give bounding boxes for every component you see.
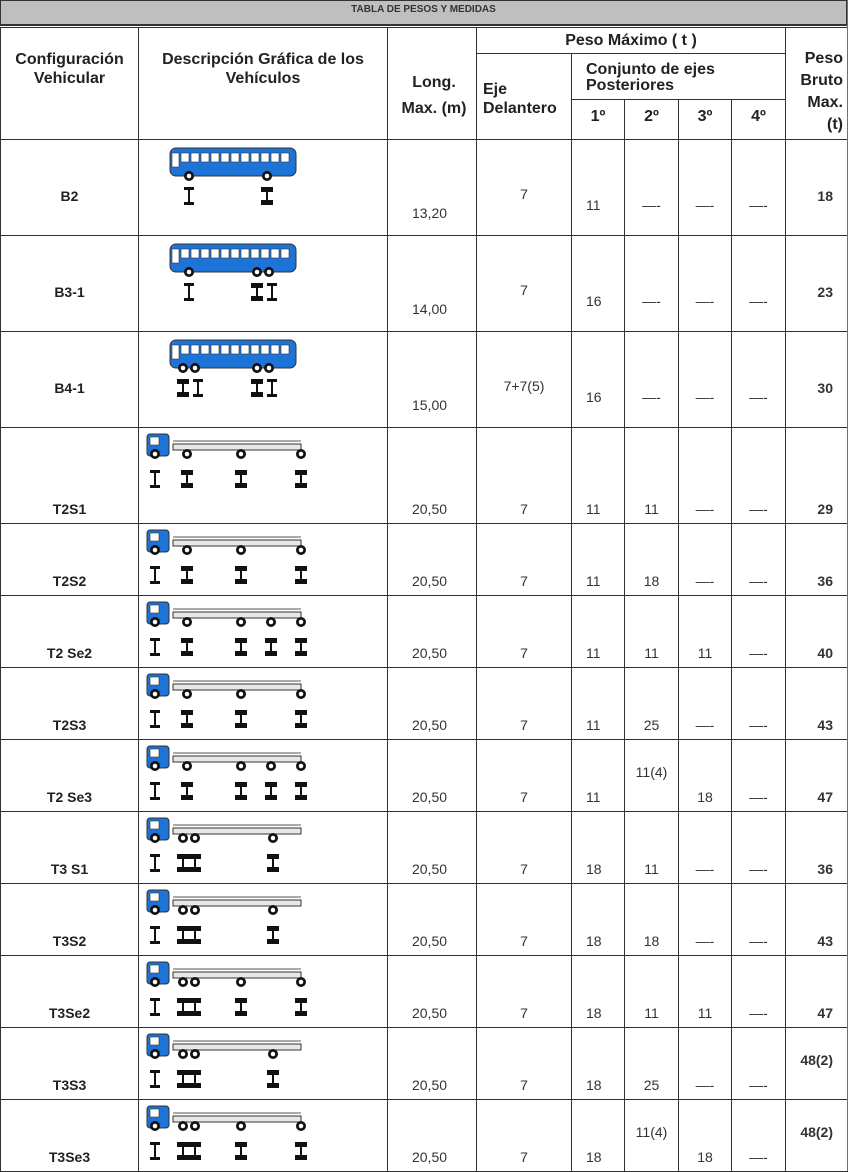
weights-table	[0, 27, 848, 1172]
gross-weight-cell	[786, 596, 848, 668]
long-value: 20,50	[412, 501, 448, 517]
graphic-cell	[139, 812, 388, 884]
axle4-value: —-	[749, 1077, 768, 1093]
table-row	[1, 140, 848, 236]
config-label: T3S3	[52, 1077, 87, 1093]
tractor-trailer-icon	[143, 816, 313, 878]
front-axle-cell	[477, 332, 572, 428]
axle3-cell	[679, 140, 732, 236]
gross-weight-value: 36	[817, 861, 833, 877]
long-cell	[388, 740, 477, 812]
axle3-cell	[679, 524, 732, 596]
axle4-value: —-	[749, 501, 768, 517]
long-value: 20,50	[412, 861, 448, 877]
front-axle-cell	[477, 884, 572, 956]
long-cell	[388, 1028, 477, 1100]
config-cell	[1, 332, 139, 428]
front-axle-value: 7	[520, 645, 528, 661]
axle2-value: —-	[642, 197, 661, 213]
axle3-cell	[679, 956, 732, 1028]
axle4-cell	[732, 140, 786, 236]
long-cell	[388, 812, 477, 884]
config-cell	[1, 668, 139, 740]
tractor-trailer-icon	[143, 1032, 313, 1094]
axle2-value: —-	[642, 389, 661, 405]
long-value: 14,00	[412, 301, 448, 317]
long-value: 20,50	[412, 717, 448, 733]
gross-weight-cell	[786, 812, 848, 884]
axle4-value: —-	[749, 717, 768, 733]
axle1-cell	[572, 1028, 625, 1100]
axle2-cell	[625, 956, 679, 1028]
gross-weight-value: 47	[817, 789, 833, 805]
axle4-cell	[732, 740, 786, 812]
axle1-cell	[572, 524, 625, 596]
axle2-value: 11	[644, 861, 659, 877]
front-axle-cell	[477, 1100, 572, 1172]
header-eje-1: 1º	[572, 100, 625, 140]
config-cell	[1, 812, 139, 884]
graphic-cell	[139, 884, 388, 956]
table-row	[1, 956, 848, 1028]
long-cell	[388, 884, 477, 956]
table-row	[1, 884, 848, 956]
long-cell	[388, 956, 477, 1028]
tractor-trailer-icon	[143, 432, 313, 494]
header-long: Long. Max. (m)	[388, 28, 477, 140]
axle2-cell	[625, 596, 679, 668]
gross-weight-cell	[786, 428, 848, 524]
axle2-value: 25	[643, 1077, 660, 1093]
config-label: T2S2	[52, 573, 87, 589]
config-cell	[1, 1100, 139, 1172]
axle2-value: —-	[642, 293, 661, 309]
front-axle-cell	[477, 428, 572, 524]
long-value: 20,50	[412, 1149, 448, 1165]
header-peso-maximo: Peso Máximo ( t )	[477, 28, 786, 54]
axle4-cell	[732, 1028, 786, 1100]
axle3-value: —-	[695, 293, 715, 309]
axle2-cell	[625, 428, 679, 524]
front-axle-cell	[477, 596, 572, 668]
tractor-trailer-icon	[143, 744, 313, 806]
axle3-value: —-	[695, 717, 715, 733]
config-label: B4-1	[54, 380, 85, 396]
table-row	[1, 428, 848, 524]
gross-weight-value: 43	[817, 717, 833, 733]
axle2-cell	[625, 812, 679, 884]
axle4-value: —-	[749, 1005, 768, 1021]
axle3-cell	[679, 668, 732, 740]
axle4-cell	[732, 884, 786, 956]
front-axle-cell	[477, 812, 572, 884]
config-cell	[1, 140, 139, 236]
front-axle-value: 7+7(5)	[503, 378, 545, 394]
config-label: T2 Se3	[46, 789, 93, 805]
axle2-value: 11	[644, 1005, 659, 1021]
config-cell	[1, 1028, 139, 1100]
axle1-value: 16	[586, 293, 602, 309]
table-row	[1, 812, 848, 884]
axle2-value: 18	[643, 933, 660, 949]
gross-weight-value: 47	[817, 1005, 833, 1021]
axle4-cell	[732, 956, 786, 1028]
gross-weight-value: 30	[817, 380, 833, 396]
front-axle-cell	[477, 1028, 572, 1100]
axle1-cell	[572, 428, 625, 524]
axle3-cell	[679, 332, 732, 428]
header-eje-2: 2º	[625, 100, 679, 140]
long-cell	[388, 428, 477, 524]
config-label: B3-1	[54, 284, 85, 300]
graphic-cell	[139, 956, 388, 1028]
axle1-cell	[572, 668, 625, 740]
axle4-cell	[732, 236, 786, 332]
axle4-cell	[732, 524, 786, 596]
front-axle-cell	[477, 524, 572, 596]
axle4-value: —-	[749, 389, 768, 405]
axle2-cell	[625, 740, 679, 812]
gross-weight-cell	[786, 1100, 848, 1172]
axle1-cell	[572, 236, 625, 332]
front-axle-value: 7	[520, 1149, 528, 1165]
tractor-trailer-icon	[143, 600, 313, 662]
gross-weight-cell	[786, 668, 848, 740]
axle1-value: 18	[586, 1005, 602, 1021]
axle4-cell	[732, 428, 786, 524]
axle4-cell	[732, 332, 786, 428]
header-eje-3: 3º	[679, 100, 732, 140]
gross-weight-value: 48(2)	[800, 1052, 833, 1068]
axle4-cell	[732, 1100, 786, 1172]
axle4-value: —-	[749, 789, 768, 805]
config-label: T2S3	[52, 717, 87, 733]
axle2-cell	[625, 332, 679, 428]
table-row	[1, 332, 848, 428]
axle1-cell	[572, 332, 625, 428]
axle1-cell	[572, 812, 625, 884]
page-edge-line	[847, 0, 848, 1171]
gross-weight-value: 23	[817, 284, 833, 300]
config-cell	[1, 740, 139, 812]
axle1-value: 11	[586, 717, 601, 733]
front-axle-value: 7	[520, 1005, 528, 1021]
axle1-cell	[572, 140, 625, 236]
axle3-cell	[679, 1028, 732, 1100]
axle1-value: 18	[586, 861, 602, 877]
tractor-trailer-icon	[143, 960, 313, 1022]
axle1-value: 11	[586, 645, 601, 661]
long-value: 20,50	[412, 789, 448, 805]
axle4-cell	[732, 812, 786, 884]
table-row	[1, 740, 848, 812]
axle3-value: 18	[697, 1149, 713, 1165]
long-cell	[388, 668, 477, 740]
table-row	[1, 236, 848, 332]
config-label: B2	[60, 188, 79, 204]
long-value: 15,00	[412, 397, 448, 413]
long-value: 13,20	[412, 205, 448, 221]
graphic-cell	[139, 140, 388, 236]
axle2-value: 25	[643, 717, 660, 733]
axle3-cell	[679, 1100, 732, 1172]
axle4-value: —-	[749, 573, 768, 589]
header-conjunto: Conjunto de ejes Posteriores	[572, 54, 786, 100]
axle3-value: 18	[697, 789, 713, 805]
axle3-value: —-	[695, 197, 715, 213]
graphic-cell	[139, 1028, 388, 1100]
gross-weight-cell	[786, 740, 848, 812]
axle2-value: 11	[644, 501, 659, 517]
tractor-trailer-icon	[143, 1104, 313, 1166]
front-axle-cell	[477, 956, 572, 1028]
axle4-value: —-	[749, 293, 768, 309]
config-cell	[1, 236, 139, 332]
axle2-value: 11	[644, 645, 659, 661]
long-value: 20,50	[412, 1005, 448, 1021]
bus-4-axle-icon	[167, 336, 307, 406]
axle4-value: —-	[749, 933, 768, 949]
bus-2-axle-icon	[167, 144, 307, 214]
axle2-value: 11(4)	[635, 1124, 668, 1140]
axle4-value: —-	[749, 197, 768, 213]
long-cell	[388, 1100, 477, 1172]
axle3-cell	[679, 740, 732, 812]
gross-weight-value: 18	[817, 188, 833, 204]
axle3-value: 11	[697, 645, 713, 661]
table-row	[1, 1100, 848, 1172]
table-title: TABLA DE PESOS Y MEDIDAS	[0, 0, 847, 26]
front-axle-cell	[477, 740, 572, 812]
gross-weight-cell	[786, 884, 848, 956]
graphic-cell	[139, 668, 388, 740]
axle2-cell	[625, 668, 679, 740]
config-label: T2 Se2	[46, 645, 93, 661]
graphic-cell	[139, 524, 388, 596]
axle1-value: 18	[586, 933, 602, 949]
graphic-cell	[139, 332, 388, 428]
front-axle-value: 7	[520, 282, 528, 298]
config-cell	[1, 524, 139, 596]
config-cell	[1, 956, 139, 1028]
axle2-value: 18	[643, 573, 660, 589]
axle3-cell	[679, 884, 732, 956]
table-row	[1, 596, 848, 668]
graphic-cell	[139, 1100, 388, 1172]
long-value: 20,50	[412, 1077, 448, 1093]
gross-weight-cell	[786, 140, 848, 236]
front-axle-value: 7	[520, 573, 528, 589]
axle2-cell	[625, 140, 679, 236]
gross-weight-cell	[786, 956, 848, 1028]
front-axle-cell	[477, 236, 572, 332]
axle3-value: —-	[695, 389, 715, 405]
long-cell	[388, 332, 477, 428]
header-descripcion: Descripción Gráfica de los Vehículos	[139, 28, 388, 140]
axle3-cell	[679, 236, 732, 332]
config-label: T3Se3	[48, 1149, 91, 1165]
front-axle-value: 7	[520, 861, 528, 877]
axle1-value: 11	[586, 197, 601, 213]
axle1-value: 11	[586, 789, 601, 805]
front-axle-cell	[477, 668, 572, 740]
axle3-value: —-	[695, 573, 715, 589]
long-cell	[388, 140, 477, 236]
header-configuracion: Configuración Vehicular	[1, 28, 139, 140]
tractor-trailer-icon	[143, 672, 313, 734]
config-label: T2S1	[52, 501, 87, 517]
config-label: T3Se2	[48, 1005, 91, 1021]
axle1-value: 18	[586, 1077, 602, 1093]
axle2-cell	[625, 1100, 679, 1172]
axle4-value: —-	[749, 645, 768, 661]
graphic-cell	[139, 596, 388, 668]
gross-weight-value: 43	[817, 933, 833, 949]
front-axle-value: 7	[520, 933, 528, 949]
axle4-cell	[732, 668, 786, 740]
axle3-value: 11	[697, 1005, 713, 1021]
front-axle-cell	[477, 140, 572, 236]
long-value: 20,50	[412, 645, 448, 661]
axle3-cell	[679, 812, 732, 884]
axle4-value: —-	[749, 861, 768, 877]
axle2-value: 11(4)	[635, 764, 668, 780]
header-eje-delantero: Eje Delantero	[477, 54, 572, 140]
table-row	[1, 524, 848, 596]
front-axle-value: 7	[520, 789, 528, 805]
axle3-value: —-	[695, 933, 715, 949]
graphic-cell	[139, 428, 388, 524]
gross-weight-cell	[786, 332, 848, 428]
long-cell	[388, 236, 477, 332]
graphic-cell	[139, 740, 388, 812]
front-axle-value: 7	[520, 717, 528, 733]
front-axle-value: 7	[520, 186, 528, 202]
axle1-cell	[572, 956, 625, 1028]
long-value: 20,50	[412, 933, 448, 949]
long-cell	[388, 596, 477, 668]
axle1-value: 11	[586, 573, 601, 589]
front-axle-value: 7	[520, 501, 528, 517]
axle3-value: —-	[695, 1077, 715, 1093]
axle1-cell	[572, 884, 625, 956]
axle4-value: —-	[749, 1149, 768, 1165]
gross-weight-value: 29	[817, 501, 833, 517]
table-row	[1, 668, 848, 740]
axle1-cell	[572, 740, 625, 812]
axle3-value: —-	[695, 501, 715, 517]
axle2-cell	[625, 236, 679, 332]
long-cell	[388, 524, 477, 596]
axle1-cell	[572, 596, 625, 668]
long-value: 20,50	[412, 573, 448, 589]
axle3-value: —-	[695, 861, 715, 877]
config-label: T3S2	[52, 933, 87, 949]
gross-weight-value: 36	[817, 573, 833, 589]
gross-weight-value: 40	[817, 645, 833, 661]
header-peso-bruto: Peso Bruto Max. (t)	[786, 28, 848, 140]
config-cell	[1, 596, 139, 668]
tractor-trailer-icon	[143, 888, 313, 950]
config-label: T3 S1	[50, 861, 89, 877]
tractor-trailer-icon	[143, 528, 313, 590]
axle1-value: 18	[586, 1149, 602, 1165]
bus-3-axle-icon	[167, 240, 307, 310]
front-axle-value: 7	[520, 1077, 528, 1093]
gross-weight-cell	[786, 236, 848, 332]
axle1-value: 16	[586, 389, 602, 405]
config-cell	[1, 884, 139, 956]
axle1-value: 11	[586, 501, 601, 517]
axle3-cell	[679, 596, 732, 668]
axle2-cell	[625, 524, 679, 596]
gross-weight-cell	[786, 524, 848, 596]
config-cell	[1, 428, 139, 524]
table-row	[1, 1028, 848, 1100]
header-eje-4: 4º	[732, 100, 786, 140]
axle2-cell	[625, 884, 679, 956]
axle1-cell	[572, 1100, 625, 1172]
graphic-cell	[139, 236, 388, 332]
axle2-cell	[625, 1028, 679, 1100]
axle3-cell	[679, 428, 732, 524]
gross-weight-cell	[786, 1028, 848, 1100]
gross-weight-value: 48(2)	[800, 1124, 833, 1140]
axle4-cell	[732, 596, 786, 668]
